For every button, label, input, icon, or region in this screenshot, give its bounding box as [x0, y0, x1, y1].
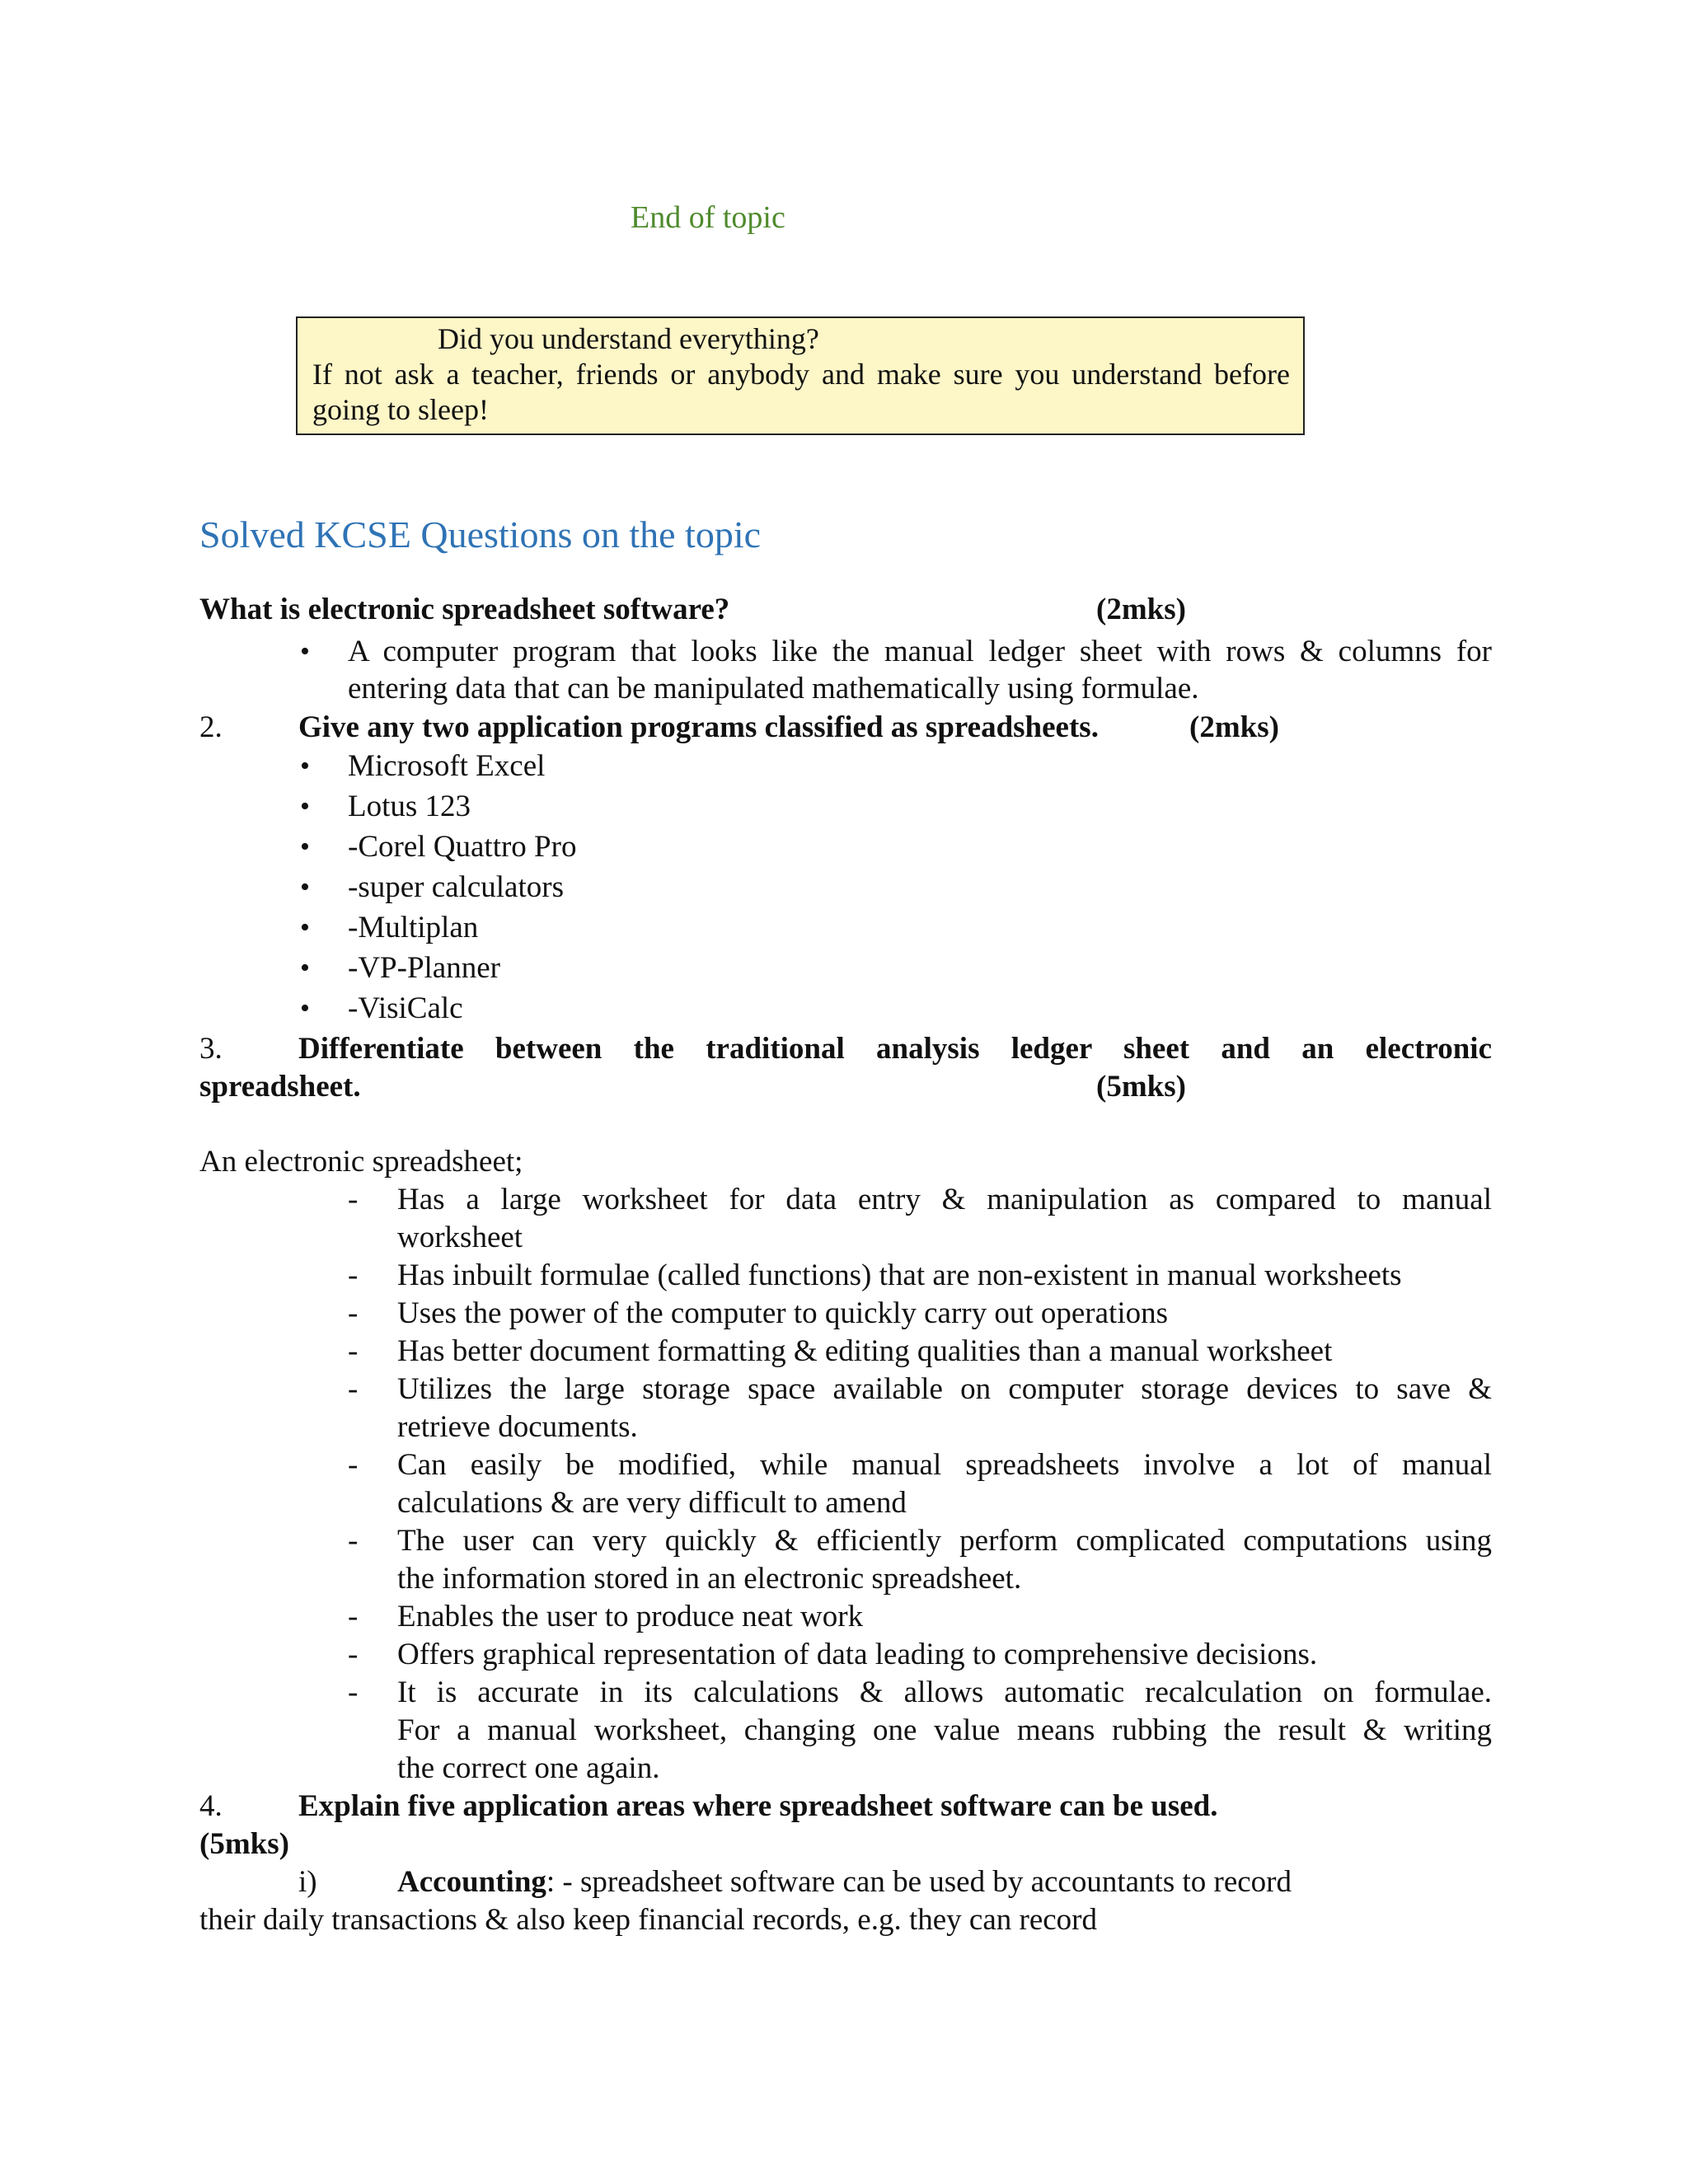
q3-number: 3. — [199, 1032, 223, 1066]
bullet-icon: • — [300, 872, 310, 902]
q3-marks: (5mks) — [1096, 1070, 1186, 1104]
list-item: Uses the power of the computer to quickly carry out operations — [397, 1296, 1169, 1330]
list-item: the information stored in an electronic spreadsheet. — [397, 1562, 1022, 1596]
dash-icon: - — [348, 1638, 359, 1671]
list-item: Has inbuilt formulae (called functions) that are non-existent in manual worksheets — [397, 1258, 1402, 1292]
list-item: Can easily be modified, while manual spreadsheets involve a lot of manual — [397, 1448, 1492, 1482]
q2-number: 2. — [199, 710, 223, 744]
q4-item-label: i) — [298, 1865, 317, 1899]
end-of-topic-label: End of topic — [631, 200, 785, 235]
q1-marks: (2mks) — [1096, 593, 1186, 626]
q3-question-line-1: Differentiate between the traditional analysis ledger sheet and an electronic — [298, 1032, 1492, 1066]
list-item: For a manual worksheet, changing one value means rubbing the result & writing — [397, 1713, 1492, 1747]
notice-box — [296, 316, 1305, 435]
list-item: -Corel Quattro Pro — [348, 830, 577, 864]
q2-marks: (2mks) — [1189, 710, 1279, 744]
bullet-icon: • — [300, 912, 310, 943]
q4-item-line-1 — [397, 1863, 1292, 1901]
q4-number: 4. — [199, 1789, 223, 1823]
list-item: -VP-Planner — [348, 951, 500, 985]
list-item: The user can very quickly & efficiently perform complicated computations using — [397, 1524, 1492, 1558]
bullet-icon: • — [300, 953, 310, 983]
notice-line-3: going to sleep! — [312, 393, 489, 426]
dash-icon: - — [348, 1675, 359, 1709]
q2-question: Give any two application programs classified as spreadsheets. — [298, 710, 1099, 744]
q4-item-line-2: their daily transactions & also keep financial records, e.g. they can record — [199, 1903, 1098, 1937]
bullet-icon: • — [300, 751, 310, 781]
dash-icon: - — [348, 1334, 359, 1368]
list-item: Enables the user to produce neat work — [397, 1600, 864, 1633]
q4-marks: (5mks) — [199, 1827, 289, 1861]
list-item: Utilizes the large storage space available on computer storage devices to save & — [397, 1372, 1492, 1406]
bullet-icon: • — [300, 791, 310, 822]
list-item: -super calculators — [348, 870, 564, 904]
q4-item-text: : - spreadsheet software can be used by accountants to record — [546, 1865, 1292, 1899]
list-item: It is accurate in its calculations & allows automatic recalculation on formulae. — [397, 1675, 1492, 1709]
dash-icon: - — [348, 1183, 359, 1216]
section-title: Solved KCSE Questions on the topic — [199, 513, 762, 555]
list-item: Has better document formatting & editing qualities than a manual worksheet — [397, 1334, 1333, 1368]
bullet-icon: • — [300, 636, 310, 667]
list-item: Offers graphical representation of data leading to comprehensive decisions. — [397, 1638, 1318, 1671]
list-item: -VisiCalc — [348, 991, 463, 1025]
list-item: Has a large worksheet for data entry & manipulation as compared to manual — [397, 1183, 1492, 1216]
q1-question: What is electronic spreadsheet software? — [199, 593, 730, 626]
dash-icon: - — [348, 1524, 359, 1558]
list-item: worksheet — [397, 1221, 523, 1254]
q4-item-term: Accounting — [397, 1865, 546, 1899]
q3-intro: An electronic spreadsheet; — [199, 1145, 523, 1179]
notice-line-1: Did you understand everything? — [438, 322, 819, 355]
dash-icon: - — [348, 1372, 359, 1406]
q1-answer-line-2: entering data that can be manipulated mathematically using formulae. — [348, 672, 1199, 705]
dash-icon: - — [348, 1600, 359, 1633]
list-item: -Multiplan — [348, 911, 479, 944]
dash-icon: - — [348, 1448, 359, 1482]
list-item: Microsoft Excel — [348, 749, 546, 783]
list-item: retrieve documents. — [397, 1410, 638, 1444]
q3-question-line-2: spreadsheet. — [199, 1070, 361, 1104]
q1-answer-line-1: A computer program that looks like the manual ledger sheet with rows & columns for — [348, 635, 1492, 668]
notice-line-2: If not ask a teacher, friends or anybody and make sure you understand before — [312, 358, 1290, 391]
list-item: calculations & are very difficult to amend — [397, 1486, 907, 1520]
list-item: the correct one again. — [397, 1751, 660, 1785]
dash-icon: - — [348, 1258, 359, 1292]
q4-question: Explain five application areas where spreadsheet software can be used. — [298, 1789, 1218, 1823]
bullet-icon: • — [300, 832, 310, 862]
bullet-icon: • — [300, 993, 310, 1024]
dash-icon: - — [348, 1296, 359, 1330]
list-item: Lotus 123 — [348, 790, 471, 823]
